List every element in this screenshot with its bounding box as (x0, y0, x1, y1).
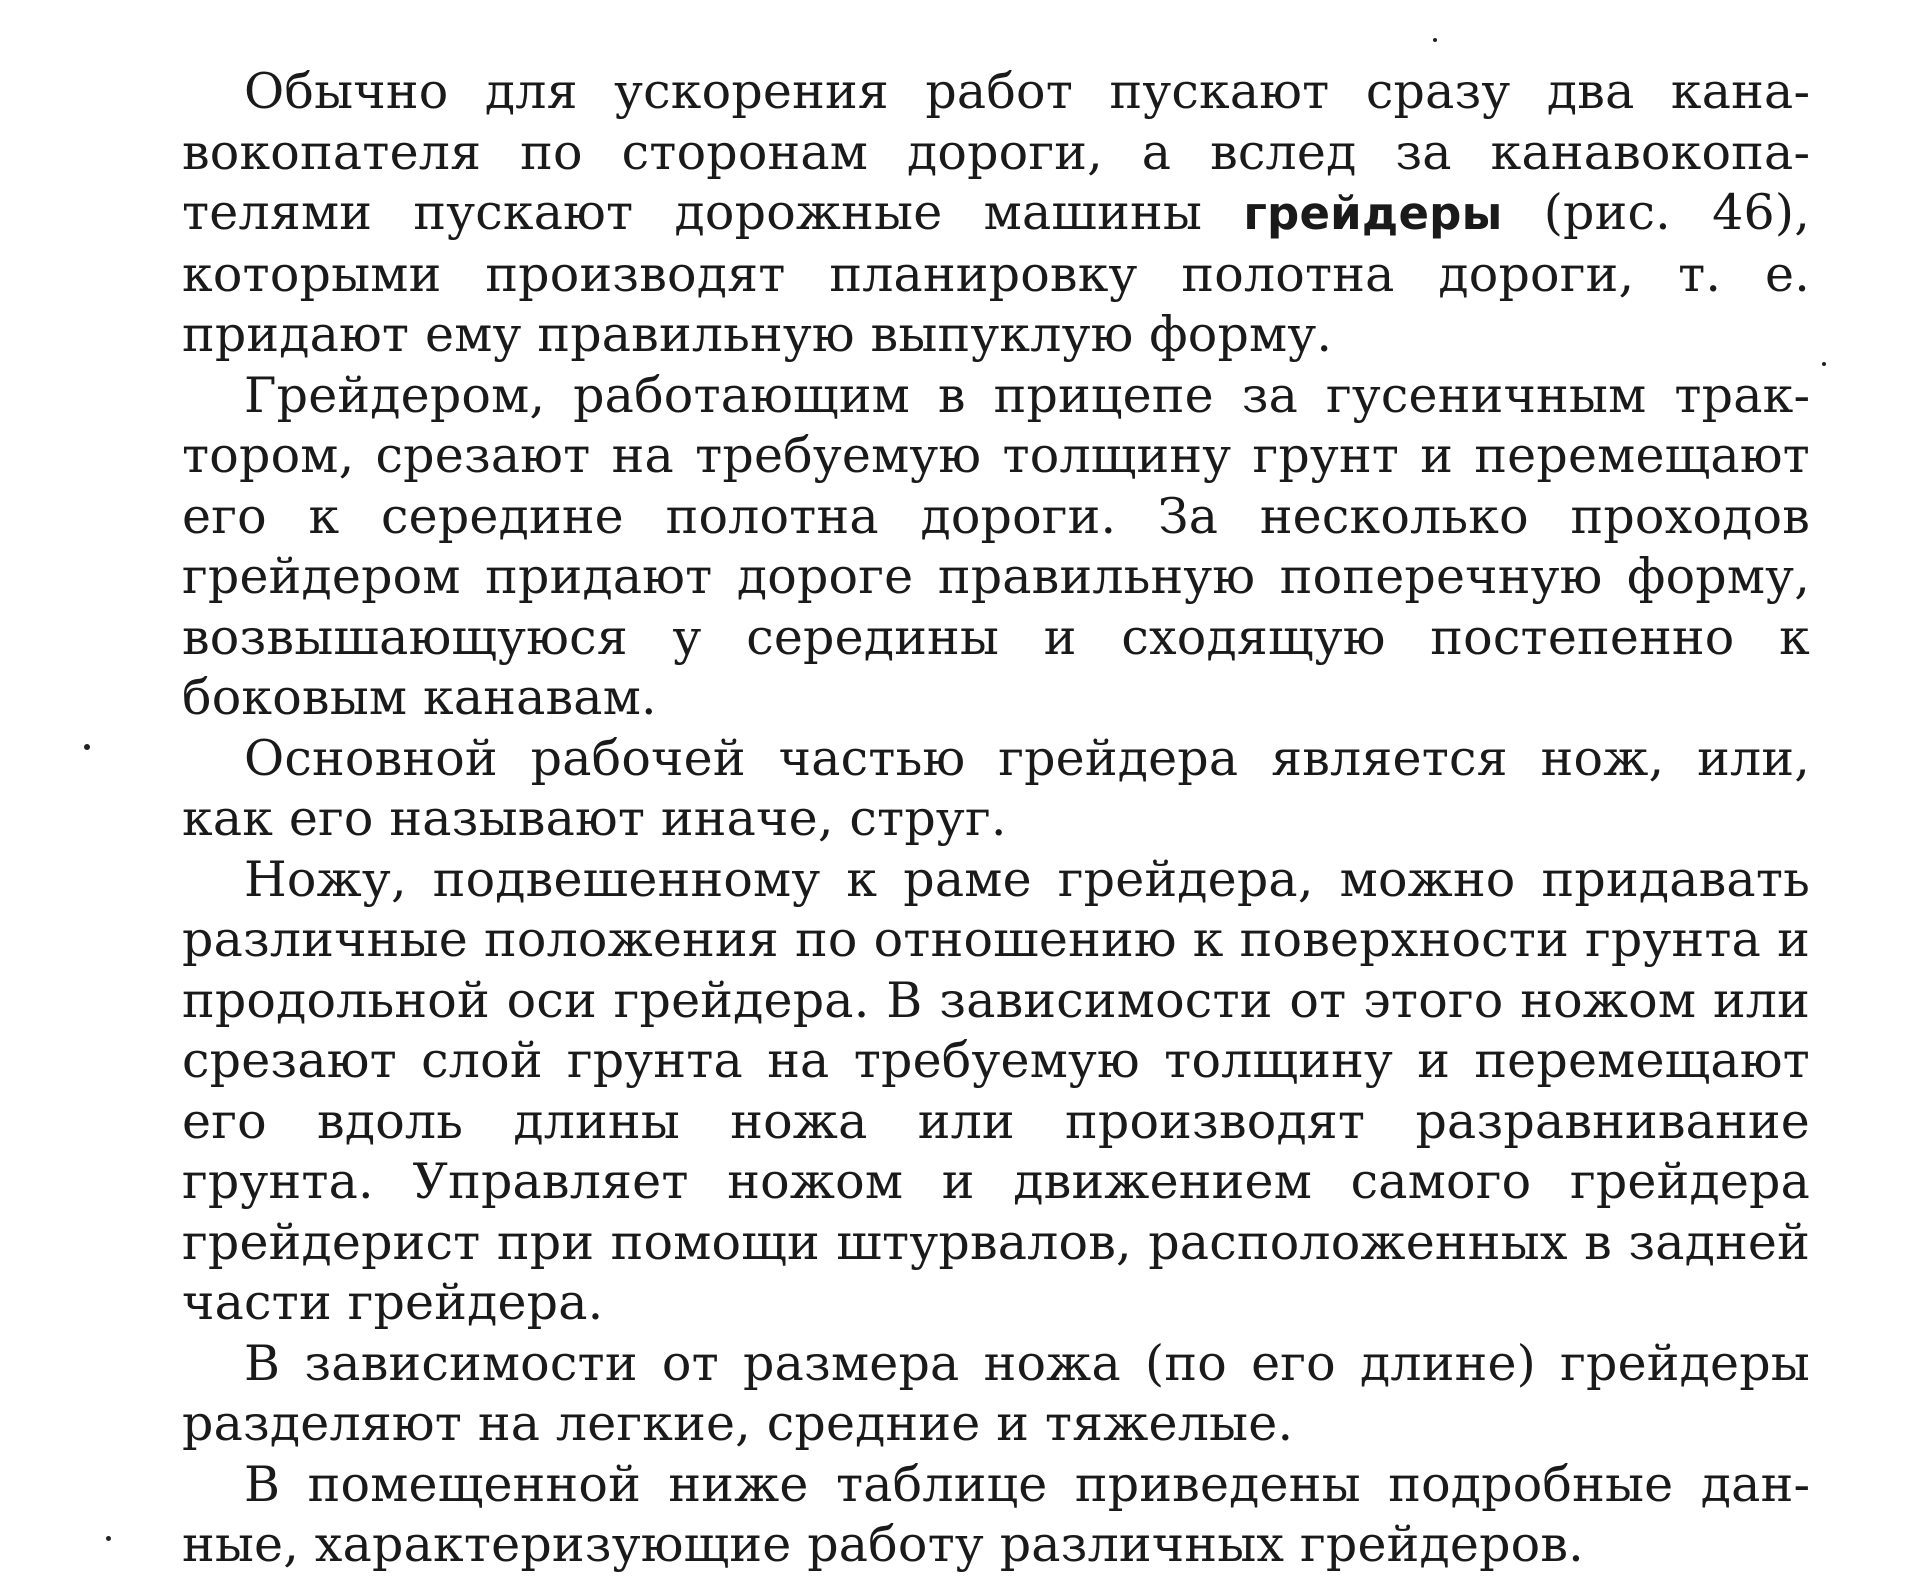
document-page (182, 62, 1810, 1576)
term-graders: грейдеры (1243, 187, 1503, 240)
paragraph-text-before: Обычно для ускорения работ пускают сразу два канавокопателя по сторонам дороги, а вслед за канавокопателями пускают дорожные машины (182, 63, 1810, 241)
scan-speck (84, 744, 90, 750)
paragraph-blade-positions: Ножу, подвешенному к раме грейдера, можно придавать различные положения по отношению к поверхности грунта и продольной оси грейдера. В зависимости от этого ножом или срезают слой грунта на требуемую толщину и перемещают его вдоль длины ножа или производят разравнивание грунта. Управляет ножом и движением самого грейдера грейдерист при помощи штурвалов, расположенных в задней части грейдера. (182, 850, 1810, 1331)
paragraph-blade: Основной рабочей частью грейдера является нож, или, как его называют иначе, струг. (182, 729, 1810, 847)
paragraph-table-reference: В помещенной ниже таблице приведены подробные данные, характеризующие работу различных грейдеров. (182, 1455, 1810, 1573)
scan-speck (1822, 362, 1826, 366)
paragraph-grader-classes: В зависимости от размера ножа (по его длине) грейдеры разделяют на легкие, средние и тяжелые. (182, 1334, 1810, 1452)
scan-speck (106, 1536, 111, 1541)
paragraph-graders-intro (182, 62, 1810, 366)
scan-speck (1433, 38, 1437, 42)
paragraph-text-after: (рис. 46), которыми производят планировку полотна дороги, т. е. придают ему правильную выпуклую форму. (182, 184, 1810, 363)
paragraph-grader-operation: Грейдером, работающим в прицепе за гусеничным трактором, срезают на требуемую толщину грунт и перемещают его к середине полотна дороги. За несколько проходов грейдером придают дороге правильную поперечную форму, возвышающуюся у середины и сходящую постепенно к боковым канавам. (182, 366, 1810, 726)
